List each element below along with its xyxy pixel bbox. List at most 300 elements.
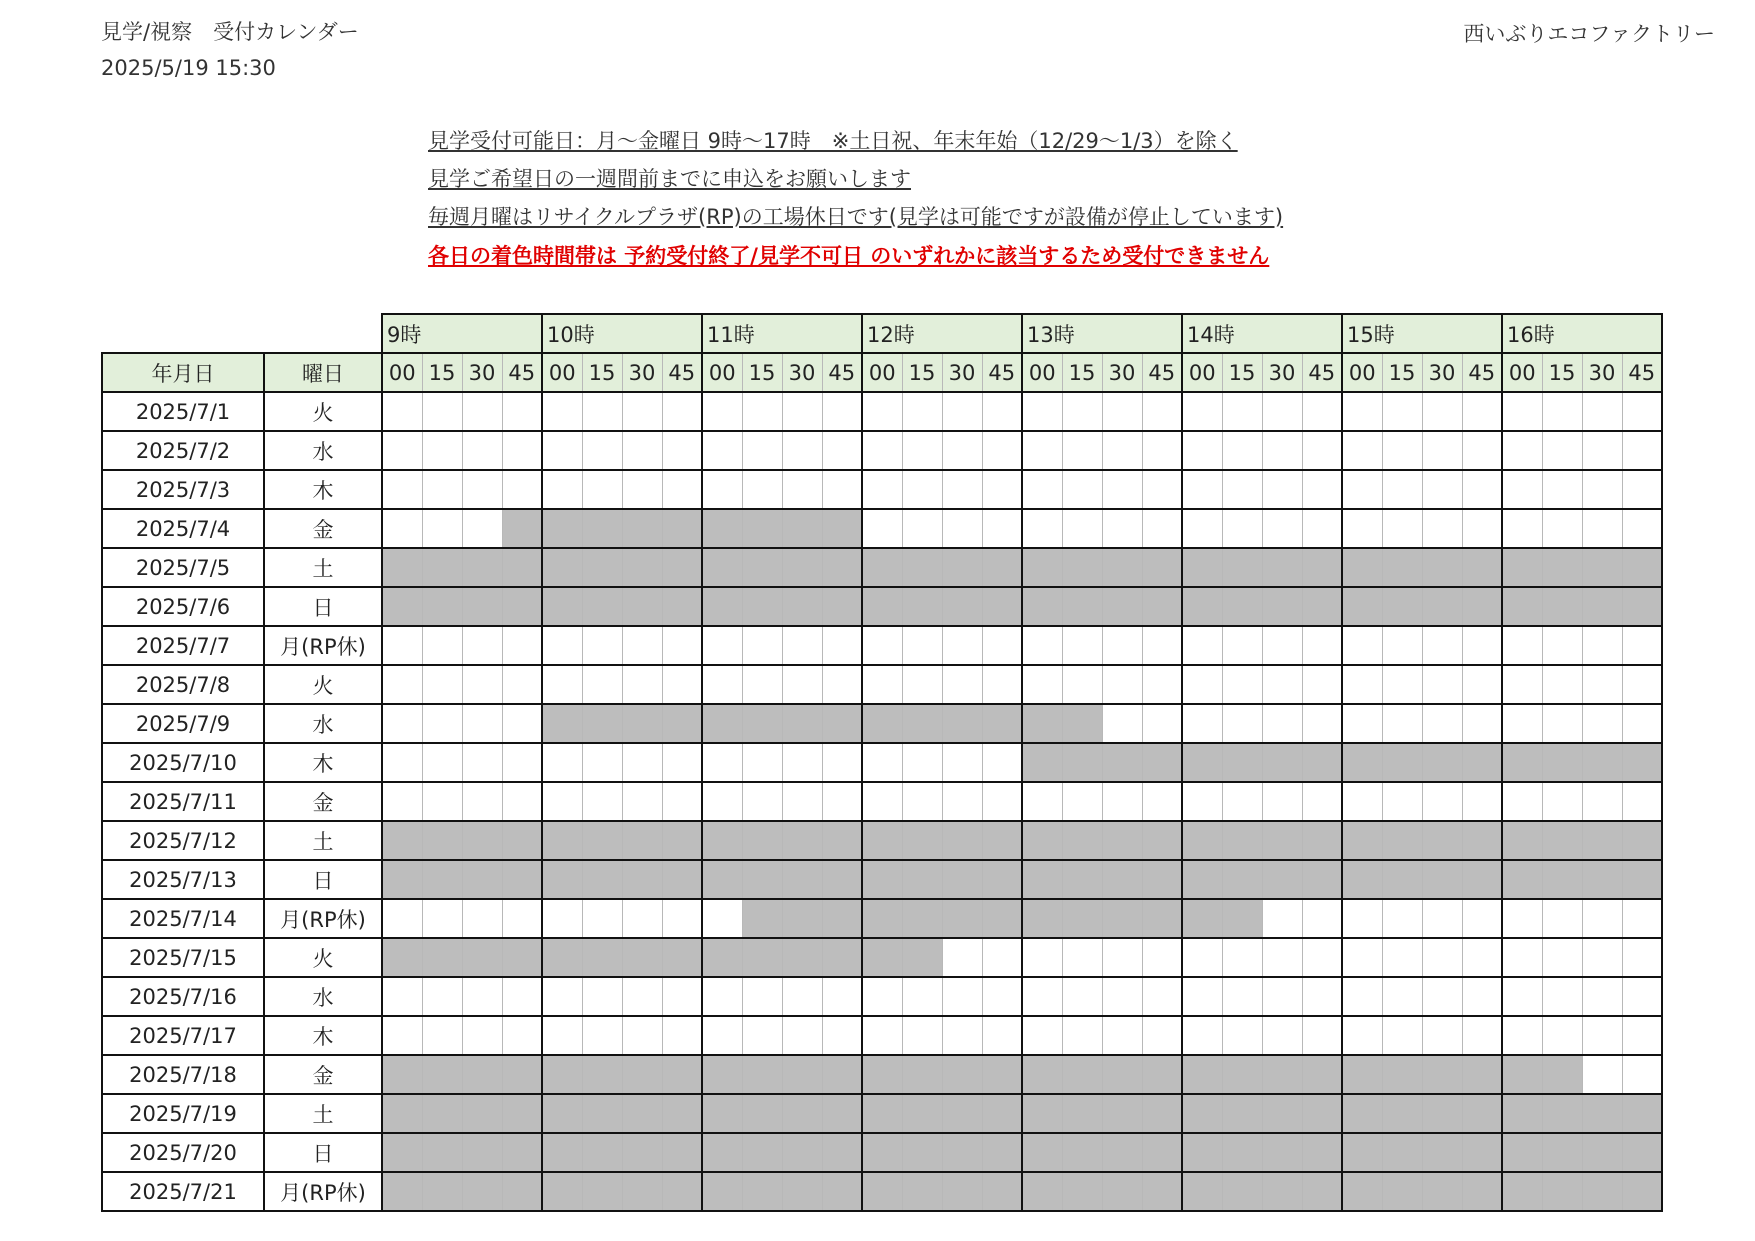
time-slot-available[interactable]: [462, 509, 502, 548]
time-slot-available[interactable]: [862, 977, 902, 1016]
time-slot-available[interactable]: [582, 470, 622, 509]
time-slot-available[interactable]: [1262, 899, 1302, 938]
time-slot-available[interactable]: [622, 899, 662, 938]
time-slot-available[interactable]: [462, 392, 502, 431]
time-slot-available[interactable]: [1142, 470, 1182, 509]
time-slot-available[interactable]: [1022, 665, 1062, 704]
time-slot-available[interactable]: [782, 1016, 822, 1055]
time-slot-available[interactable]: [782, 743, 822, 782]
time-slot-available[interactable]: [1502, 977, 1542, 1016]
time-slot-available[interactable]: [1182, 392, 1222, 431]
time-slot-available[interactable]: [1462, 392, 1502, 431]
time-slot-available[interactable]: [1262, 1016, 1302, 1055]
time-slot-available[interactable]: [1382, 665, 1422, 704]
time-slot-available[interactable]: [942, 470, 982, 509]
time-slot-available[interactable]: [582, 1016, 622, 1055]
time-slot-available[interactable]: [1622, 1016, 1662, 1055]
time-slot-available[interactable]: [902, 509, 942, 548]
time-slot-available[interactable]: [982, 938, 1022, 977]
time-slot-available[interactable]: [462, 470, 502, 509]
time-slot-available[interactable]: [862, 782, 902, 821]
time-slot-available[interactable]: [1622, 938, 1662, 977]
time-slot-available[interactable]: [1142, 1016, 1182, 1055]
time-slot-available[interactable]: [862, 470, 902, 509]
time-slot-available[interactable]: [1542, 665, 1582, 704]
time-slot-available[interactable]: [1582, 899, 1622, 938]
time-slot-available[interactable]: [422, 977, 462, 1016]
time-slot-available[interactable]: [1422, 470, 1462, 509]
time-slot-available[interactable]: [382, 899, 422, 938]
time-slot-available[interactable]: [582, 743, 622, 782]
time-slot-available[interactable]: [862, 509, 902, 548]
time-slot-available[interactable]: [1262, 431, 1302, 470]
time-slot-available[interactable]: [622, 470, 662, 509]
time-slot-available[interactable]: [782, 626, 822, 665]
time-slot-available[interactable]: [1022, 1016, 1062, 1055]
time-slot-available[interactable]: [862, 431, 902, 470]
time-slot-available[interactable]: [1422, 704, 1462, 743]
time-slot-available[interactable]: [1062, 665, 1102, 704]
time-slot-available[interactable]: [1262, 704, 1302, 743]
time-slot-available[interactable]: [982, 509, 1022, 548]
time-slot-available[interactable]: [862, 392, 902, 431]
time-slot-available[interactable]: [702, 626, 742, 665]
time-slot-available[interactable]: [1222, 509, 1262, 548]
time-slot-available[interactable]: [702, 977, 742, 1016]
time-slot-available[interactable]: [1422, 938, 1462, 977]
time-slot-available[interactable]: [1342, 704, 1382, 743]
time-slot-available[interactable]: [382, 431, 422, 470]
time-slot-available[interactable]: [1102, 626, 1142, 665]
time-slot-available[interactable]: [1222, 470, 1262, 509]
time-slot-available[interactable]: [782, 665, 822, 704]
time-slot-available[interactable]: [1262, 782, 1302, 821]
time-slot-available[interactable]: [422, 782, 462, 821]
time-slot-available[interactable]: [1182, 977, 1222, 1016]
time-slot-available[interactable]: [1022, 938, 1062, 977]
time-slot-available[interactable]: [1142, 704, 1182, 743]
time-slot-available[interactable]: [1422, 782, 1462, 821]
time-slot-available[interactable]: [822, 431, 862, 470]
time-slot-available[interactable]: [542, 899, 582, 938]
time-slot-available[interactable]: [1462, 431, 1502, 470]
time-slot-available[interactable]: [382, 977, 422, 1016]
time-slot-available[interactable]: [1622, 899, 1662, 938]
time-slot-available[interactable]: [902, 470, 942, 509]
time-slot-available[interactable]: [1582, 938, 1622, 977]
time-slot-available[interactable]: [1582, 1055, 1622, 1094]
time-slot-available[interactable]: [1062, 470, 1102, 509]
time-slot-available[interactable]: [1102, 431, 1142, 470]
time-slot-available[interactable]: [662, 782, 702, 821]
time-slot-available[interactable]: [1302, 509, 1342, 548]
time-slot-available[interactable]: [822, 782, 862, 821]
time-slot-available[interactable]: [1582, 665, 1622, 704]
time-slot-available[interactable]: [942, 938, 982, 977]
time-slot-available[interactable]: [1342, 782, 1382, 821]
time-slot-available[interactable]: [1582, 782, 1622, 821]
time-slot-available[interactable]: [1582, 704, 1622, 743]
time-slot-available[interactable]: [982, 1016, 1022, 1055]
time-slot-available[interactable]: [1342, 509, 1382, 548]
time-slot-available[interactable]: [662, 899, 702, 938]
time-slot-available[interactable]: [542, 782, 582, 821]
time-slot-available[interactable]: [1622, 977, 1662, 1016]
time-slot-available[interactable]: [1502, 938, 1542, 977]
time-slot-available[interactable]: [1422, 509, 1462, 548]
time-slot-available[interactable]: [1062, 782, 1102, 821]
time-slot-available[interactable]: [902, 431, 942, 470]
time-slot-available[interactable]: [542, 470, 582, 509]
time-slot-available[interactable]: [1182, 938, 1222, 977]
time-slot-available[interactable]: [1502, 626, 1542, 665]
time-slot-available[interactable]: [1462, 1016, 1502, 1055]
time-slot-available[interactable]: [1422, 665, 1462, 704]
time-slot-available[interactable]: [982, 431, 1022, 470]
time-slot-available[interactable]: [382, 470, 422, 509]
time-slot-available[interactable]: [1302, 1016, 1342, 1055]
time-slot-available[interactable]: [1022, 977, 1062, 1016]
time-slot-available[interactable]: [1382, 938, 1422, 977]
time-slot-available[interactable]: [822, 743, 862, 782]
time-slot-available[interactable]: [582, 626, 622, 665]
time-slot-available[interactable]: [1022, 626, 1062, 665]
time-slot-available[interactable]: [1502, 704, 1542, 743]
time-slot-available[interactable]: [1182, 704, 1222, 743]
time-slot-available[interactable]: [1102, 509, 1142, 548]
time-slot-available[interactable]: [862, 665, 902, 704]
time-slot-available[interactable]: [622, 626, 662, 665]
time-slot-available[interactable]: [622, 431, 662, 470]
time-slot-available[interactable]: [942, 392, 982, 431]
time-slot-available[interactable]: [942, 509, 982, 548]
time-slot-available[interactable]: [702, 392, 742, 431]
time-slot-available[interactable]: [1582, 626, 1622, 665]
time-slot-available[interactable]: [702, 782, 742, 821]
time-slot-available[interactable]: [1582, 977, 1622, 1016]
time-slot-available[interactable]: [1462, 938, 1502, 977]
time-slot-available[interactable]: [1222, 431, 1262, 470]
time-slot-available[interactable]: [1622, 704, 1662, 743]
time-slot-available[interactable]: [1102, 938, 1142, 977]
time-slot-available[interactable]: [622, 743, 662, 782]
time-slot-available[interactable]: [502, 431, 542, 470]
time-slot-available[interactable]: [982, 392, 1022, 431]
time-slot-available[interactable]: [1302, 626, 1342, 665]
time-slot-available[interactable]: [902, 665, 942, 704]
time-slot-available[interactable]: [1062, 626, 1102, 665]
time-slot-available[interactable]: [462, 665, 502, 704]
time-slot-available[interactable]: [1022, 509, 1062, 548]
time-slot-available[interactable]: [1502, 431, 1542, 470]
time-slot-available[interactable]: [822, 626, 862, 665]
time-slot-available[interactable]: [1342, 665, 1382, 704]
time-slot-available[interactable]: [862, 1016, 902, 1055]
time-slot-available[interactable]: [1182, 470, 1222, 509]
time-slot-available[interactable]: [622, 782, 662, 821]
time-slot-available[interactable]: [1222, 977, 1262, 1016]
time-slot-available[interactable]: [742, 665, 782, 704]
time-slot-available[interactable]: [742, 392, 782, 431]
time-slot-available[interactable]: [1302, 392, 1342, 431]
time-slot-available[interactable]: [1342, 392, 1382, 431]
time-slot-available[interactable]: [1422, 977, 1462, 1016]
time-slot-available[interactable]: [1542, 509, 1582, 548]
time-slot-available[interactable]: [462, 782, 502, 821]
time-slot-available[interactable]: [1542, 392, 1582, 431]
time-slot-available[interactable]: [822, 1016, 862, 1055]
time-slot-available[interactable]: [742, 782, 782, 821]
time-slot-available[interactable]: [782, 392, 822, 431]
time-slot-available[interactable]: [782, 470, 822, 509]
time-slot-available[interactable]: [742, 626, 782, 665]
time-slot-available[interactable]: [1102, 704, 1142, 743]
time-slot-available[interactable]: [622, 977, 662, 1016]
time-slot-available[interactable]: [782, 977, 822, 1016]
time-slot-available[interactable]: [1182, 782, 1222, 821]
time-slot-available[interactable]: [902, 743, 942, 782]
time-slot-available[interactable]: [702, 431, 742, 470]
time-slot-available[interactable]: [1302, 782, 1342, 821]
time-slot-available[interactable]: [942, 743, 982, 782]
time-slot-available[interactable]: [1182, 626, 1222, 665]
time-slot-available[interactable]: [742, 743, 782, 782]
time-slot-available[interactable]: [1142, 626, 1182, 665]
time-slot-available[interactable]: [1222, 782, 1262, 821]
time-slot-available[interactable]: [1302, 704, 1342, 743]
time-slot-available[interactable]: [1622, 665, 1662, 704]
time-slot-available[interactable]: [1382, 899, 1422, 938]
time-slot-available[interactable]: [1542, 470, 1582, 509]
time-slot-available[interactable]: [1342, 626, 1382, 665]
time-slot-available[interactable]: [822, 977, 862, 1016]
time-slot-available[interactable]: [1382, 977, 1422, 1016]
time-slot-available[interactable]: [1342, 899, 1382, 938]
time-slot-available[interactable]: [1102, 470, 1142, 509]
time-slot-available[interactable]: [1142, 665, 1182, 704]
time-slot-available[interactable]: [1262, 977, 1302, 1016]
time-slot-available[interactable]: [1382, 431, 1422, 470]
time-slot-available[interactable]: [1462, 626, 1502, 665]
time-slot-available[interactable]: [1142, 509, 1182, 548]
time-slot-available[interactable]: [1582, 1016, 1622, 1055]
time-slot-available[interactable]: [542, 392, 582, 431]
time-slot-available[interactable]: [702, 470, 742, 509]
time-slot-available[interactable]: [902, 392, 942, 431]
time-slot-available[interactable]: [902, 782, 942, 821]
time-slot-available[interactable]: [502, 977, 542, 1016]
time-slot-available[interactable]: [622, 1016, 662, 1055]
time-slot-available[interactable]: [1062, 1016, 1102, 1055]
time-slot-available[interactable]: [702, 1016, 742, 1055]
time-slot-available[interactable]: [1062, 431, 1102, 470]
time-slot-available[interactable]: [422, 1016, 462, 1055]
time-slot-available[interactable]: [622, 665, 662, 704]
time-slot-available[interactable]: [1542, 938, 1582, 977]
time-slot-available[interactable]: [502, 782, 542, 821]
time-slot-available[interactable]: [502, 743, 542, 782]
time-slot-available[interactable]: [542, 977, 582, 1016]
time-slot-available[interactable]: [702, 743, 742, 782]
time-slot-available[interactable]: [942, 977, 982, 1016]
time-slot-available[interactable]: [1342, 1016, 1382, 1055]
time-slot-available[interactable]: [1542, 977, 1582, 1016]
time-slot-available[interactable]: [1102, 392, 1142, 431]
time-slot-available[interactable]: [502, 392, 542, 431]
time-slot-available[interactable]: [662, 470, 702, 509]
time-slot-available[interactable]: [1542, 782, 1582, 821]
time-slot-available[interactable]: [1022, 470, 1062, 509]
time-slot-available[interactable]: [542, 665, 582, 704]
time-slot-available[interactable]: [1102, 665, 1142, 704]
time-slot-available[interactable]: [942, 1016, 982, 1055]
time-slot-available[interactable]: [1342, 938, 1382, 977]
time-slot-available[interactable]: [1422, 899, 1462, 938]
time-slot-available[interactable]: [1582, 470, 1622, 509]
time-slot-available[interactable]: [862, 626, 902, 665]
time-slot-available[interactable]: [1302, 470, 1342, 509]
time-slot-available[interactable]: [982, 782, 1022, 821]
time-slot-available[interactable]: [1342, 977, 1382, 1016]
time-slot-available[interactable]: [982, 470, 1022, 509]
time-slot-available[interactable]: [782, 782, 822, 821]
time-slot-available[interactable]: [1262, 392, 1302, 431]
time-slot-available[interactable]: [1182, 509, 1222, 548]
time-slot-available[interactable]: [502, 1016, 542, 1055]
time-slot-available[interactable]: [1302, 938, 1342, 977]
time-slot-available[interactable]: [1382, 782, 1422, 821]
time-slot-available[interactable]: [662, 665, 702, 704]
time-slot-available[interactable]: [582, 899, 622, 938]
time-slot-available[interactable]: [1342, 470, 1382, 509]
time-slot-available[interactable]: [1142, 782, 1182, 821]
time-slot-available[interactable]: [1622, 431, 1662, 470]
time-slot-available[interactable]: [1382, 392, 1422, 431]
time-slot-available[interactable]: [422, 665, 462, 704]
time-slot-available[interactable]: [1062, 938, 1102, 977]
time-slot-available[interactable]: [462, 899, 502, 938]
time-slot-available[interactable]: [1502, 1016, 1542, 1055]
time-slot-available[interactable]: [1222, 626, 1262, 665]
time-slot-available[interactable]: [942, 782, 982, 821]
time-slot-available[interactable]: [502, 470, 542, 509]
time-slot-available[interactable]: [1302, 665, 1342, 704]
time-slot-available[interactable]: [1222, 704, 1262, 743]
time-slot-available[interactable]: [582, 431, 622, 470]
time-slot-available[interactable]: [1062, 509, 1102, 548]
time-slot-available[interactable]: [1502, 665, 1542, 704]
time-slot-available[interactable]: [382, 665, 422, 704]
time-slot-available[interactable]: [1382, 1016, 1422, 1055]
time-slot-available[interactable]: [1102, 977, 1142, 1016]
time-slot-available[interactable]: [422, 743, 462, 782]
time-slot-available[interactable]: [382, 1016, 422, 1055]
time-slot-available[interactable]: [422, 626, 462, 665]
time-slot-available[interactable]: [942, 431, 982, 470]
time-slot-available[interactable]: [1582, 509, 1622, 548]
time-slot-available[interactable]: [1542, 899, 1582, 938]
time-slot-available[interactable]: [542, 743, 582, 782]
time-slot-available[interactable]: [622, 392, 662, 431]
time-slot-available[interactable]: [1382, 509, 1422, 548]
time-slot-available[interactable]: [1222, 938, 1262, 977]
time-slot-available[interactable]: [1502, 470, 1542, 509]
time-slot-available[interactable]: [1462, 704, 1502, 743]
time-slot-available[interactable]: [742, 470, 782, 509]
time-slot-available[interactable]: [1342, 431, 1382, 470]
time-slot-available[interactable]: [422, 899, 462, 938]
time-slot-available[interactable]: [662, 743, 702, 782]
time-slot-available[interactable]: [822, 470, 862, 509]
time-slot-available[interactable]: [662, 1016, 702, 1055]
time-slot-available[interactable]: [662, 977, 702, 1016]
time-slot-available[interactable]: [1462, 470, 1502, 509]
time-slot-available[interactable]: [382, 782, 422, 821]
time-slot-available[interactable]: [1302, 899, 1342, 938]
time-slot-available[interactable]: [1622, 782, 1662, 821]
time-slot-available[interactable]: [782, 431, 822, 470]
time-slot-available[interactable]: [902, 626, 942, 665]
time-slot-available[interactable]: [1102, 782, 1142, 821]
time-slot-available[interactable]: [902, 977, 942, 1016]
time-slot-available[interactable]: [1502, 899, 1542, 938]
time-slot-available[interactable]: [1462, 782, 1502, 821]
time-slot-available[interactable]: [1622, 509, 1662, 548]
time-slot-available[interactable]: [1222, 392, 1262, 431]
time-slot-available[interactable]: [462, 743, 502, 782]
time-slot-available[interactable]: [1222, 1016, 1262, 1055]
time-slot-available[interactable]: [502, 899, 542, 938]
time-slot-available[interactable]: [982, 977, 1022, 1016]
time-slot-available[interactable]: [1022, 392, 1062, 431]
time-slot-available[interactable]: [1462, 899, 1502, 938]
time-slot-available[interactable]: [1622, 1055, 1662, 1094]
time-slot-available[interactable]: [462, 431, 502, 470]
time-slot-available[interactable]: [822, 665, 862, 704]
time-slot-available[interactable]: [422, 470, 462, 509]
time-slot-available[interactable]: [1422, 392, 1462, 431]
time-slot-available[interactable]: [542, 626, 582, 665]
time-slot-available[interactable]: [1502, 782, 1542, 821]
time-slot-available[interactable]: [1382, 626, 1422, 665]
time-slot-available[interactable]: [1422, 626, 1462, 665]
time-slot-available[interactable]: [502, 665, 542, 704]
time-slot-available[interactable]: [1582, 431, 1622, 470]
time-slot-available[interactable]: [382, 509, 422, 548]
time-slot-available[interactable]: [1542, 431, 1582, 470]
time-slot-available[interactable]: [982, 626, 1022, 665]
time-slot-available[interactable]: [1302, 977, 1342, 1016]
time-slot-available[interactable]: [1142, 392, 1182, 431]
time-slot-available[interactable]: [1142, 938, 1182, 977]
time-slot-available[interactable]: [462, 704, 502, 743]
time-slot-available[interactable]: [1462, 665, 1502, 704]
time-slot-available[interactable]: [1622, 470, 1662, 509]
time-slot-available[interactable]: [1422, 431, 1462, 470]
time-slot-available[interactable]: [1182, 431, 1222, 470]
time-slot-available[interactable]: [422, 392, 462, 431]
time-slot-available[interactable]: [1502, 392, 1542, 431]
time-slot-available[interactable]: [662, 626, 702, 665]
time-slot-available[interactable]: [662, 392, 702, 431]
time-slot-available[interactable]: [1462, 977, 1502, 1016]
time-slot-available[interactable]: [382, 626, 422, 665]
time-slot-available[interactable]: [1262, 938, 1302, 977]
time-slot-available[interactable]: [542, 1016, 582, 1055]
time-slot-available[interactable]: [1262, 470, 1302, 509]
time-slot-available[interactable]: [382, 704, 422, 743]
time-slot-available[interactable]: [1582, 392, 1622, 431]
